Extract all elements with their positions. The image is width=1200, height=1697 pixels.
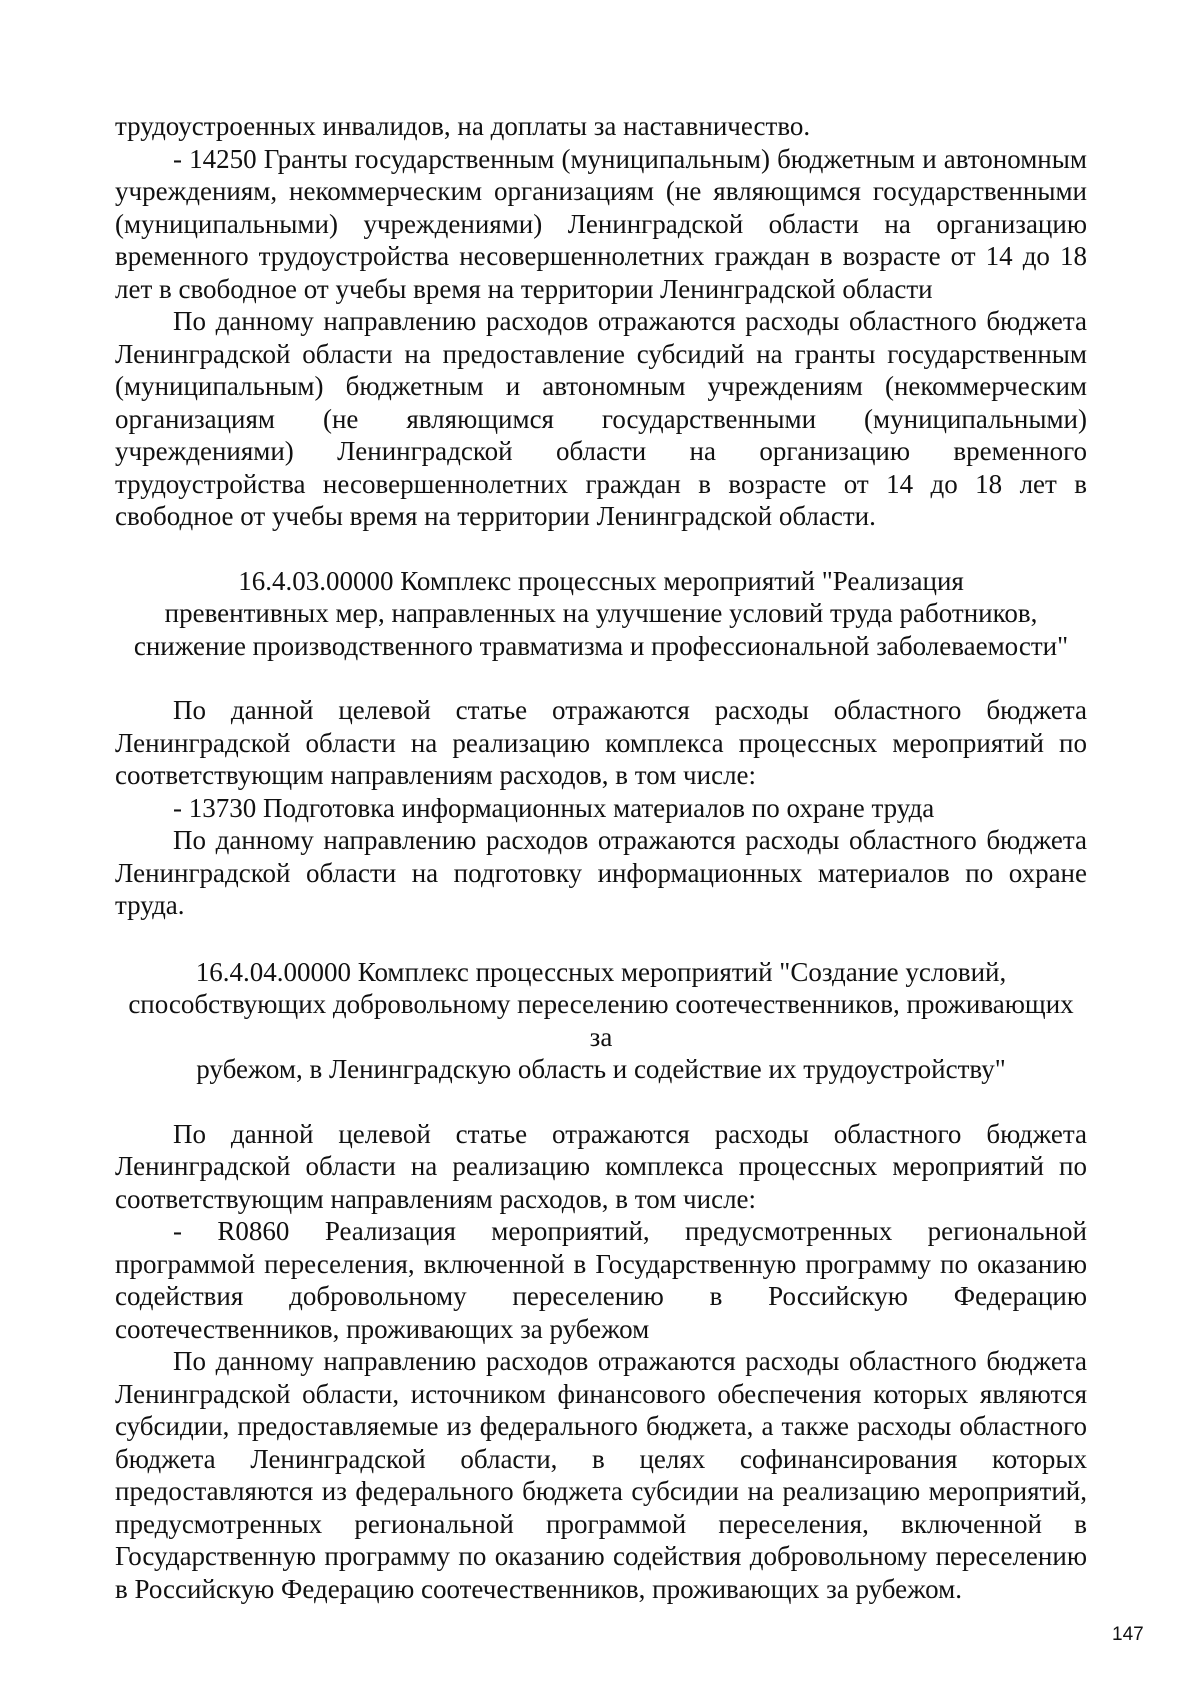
paragraph-continuation: трудоустроенных инвалидов, на доплаты за наставничество.: [115, 111, 811, 141]
heading-line: 16.4.03.00000 Комплекс процессных мероприятий "Реализация: [238, 565, 964, 596]
page-number: 147: [1112, 1624, 1144, 1645]
paragraph-grant-description: По данному направлению расходов отражаются расходы областного бюджета Ленинградской области на предоставление субсидий на гранты государственным (муниципальным) бюджетным и автономным учреждениям (некоммерческим организациям (не являющимся государственными (муниципальными) учреждениями) Ленинградской области на организацию временного трудоустройства несовершеннолетних граждан в возрасте от 14 до 18 лет в свободное от учебы время на территории Ленинградской области.: [115, 306, 1087, 531]
heading-line: способствующих добровольному переселению соотечественников, проживающих за: [128, 989, 1074, 1052]
heading-line: превентивных мер, направленных на улучшение условий труда работников,: [164, 598, 1038, 628]
paragraph-item-r0860-description: По данному направлению расходов отражаются расходы областного бюджета Ленинградской области, источником финансового обеспечения которых являются субсидии, предоставляемые из федерального бюджета, а также расходы областного бюджета Ленинградской области, в целях софинансирования которых предоставляются из федерального бюджета субсидии на реализацию мероприятий, предусмотренных региональной программой переселения, включенной в Государственную программу по оказанию содействия добровольному переселению в Российскую Федерацию соотечественников, проживающих за рубежом.: [115, 1346, 1087, 1604]
heading-line: рубежом, в Ленинградскую область и содействие их трудоустройству": [196, 1054, 1006, 1084]
paragraph-target-article: По данной целевой статье отражаются расходы областного бюджета Ленинградской области на реализацию комплекса процессных мероприятий по соответствующим направлениям расходов, в том числе:: [115, 695, 1087, 790]
document-page: [115, 110, 1087, 1605]
heading-line: 16.4.04.00000 Комплекс процессных мероприятий "Создание условий,: [195, 956, 1007, 987]
paragraph-grant-14250: - 14250 Гранты государственным (муниципальным) бюджетным и автономным учреждениям, некоммерческим организациям (не являющимся государственными (муниципальными) учреждениями) Ленинградской области на организацию временного трудоустройства несовершеннолетних граждан в возрасте от 14 до 18 лет в свободное от учебы время на территории Ленинградской области: [115, 143, 1087, 304]
section-heading-16-4-03: [115, 565, 1087, 663]
paragraph-item-13730-description: По данному направлению расходов отражаются расходы областного бюджета Ленинградской области на подготовку информационных материалов по охране труда.: [115, 825, 1087, 920]
paragraph-item-r0860: - R0860 Реализация мероприятий, предусмотренных региональной программой переселения, включенной в Государственную программу по оказанию содействия добровольному переселению в Российскую Федерацию соотечественников, проживающих за рубежом: [115, 1216, 1087, 1344]
heading-line: снижение производственного травматизма и профессиональной заболеваемости": [133, 630, 1069, 661]
section-heading-16-4-04: [115, 956, 1087, 1086]
paragraph-item-13730: - 13730 Подготовка информационных материалов по охране труда: [173, 792, 935, 823]
paragraph-target-article: По данной целевой статье отражаются расходы областного бюджета Ленинградской области на реализацию комплекса процессных мероприятий по соответствующим направлениям расходов, в том числе:: [115, 1118, 1087, 1214]
